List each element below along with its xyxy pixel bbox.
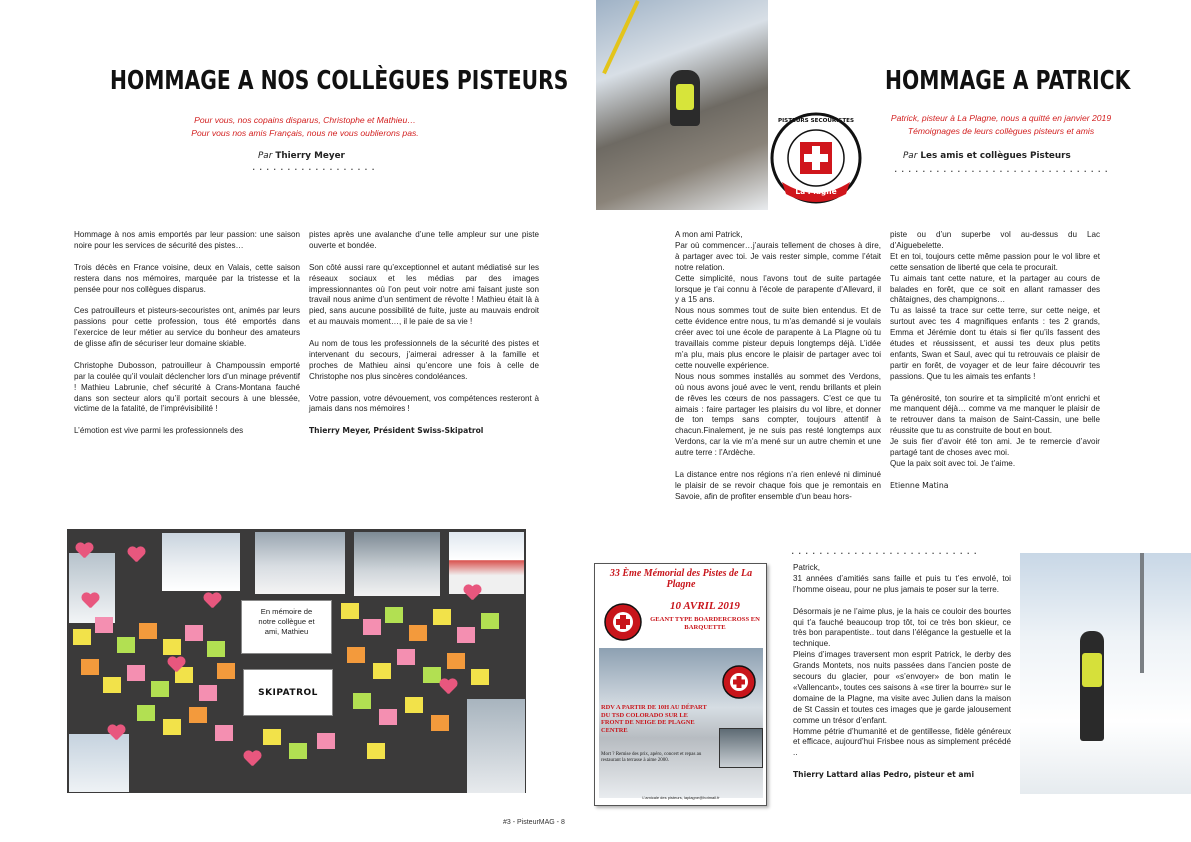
- poster-date: 10 AVRIL 2019: [670, 600, 740, 612]
- letter1-col1-paragraph: Cette simplicité, nous l’avons tout de suite partagée lorsque je t’ai connu à l’école de parapente d’Allevard, il y a 15 ans.: [675, 273, 881, 305]
- pinned-photo-skier: [162, 533, 240, 591]
- letter2-paragraph: Pleins d’images traversent mon esprit Patrick, le derby des Grands Montets, nos nuits passées dans l’ancien poste de secours du glacier, pour «s’envoyer» de bon matin le «Vallencant», toutes ces saisons à «se tirer la bourre» sur le domaine de la Plagne, ma visite avec Julien dans la maison de St Cassin et toutes ces images que je garde jalousement comme un trésor d’enfant.: [793, 650, 1011, 725]
- lift-pylon: [1140, 553, 1144, 673]
- skier-jacket: [1082, 653, 1102, 687]
- sticky-note: [207, 641, 225, 657]
- poster-info: Mort ? Remise des prix, apéro, concert et repas au restaurant la terrasse à aime 2000.: [601, 752, 702, 763]
- letter1-col1-paragraph: A mon ami Patrick,: [675, 230, 743, 239]
- letter1-col2-paragraph: Je suis fier d’avoir été ton ami. Je te remercie d’avoir partagé tant de choses avec moi.: [890, 437, 1100, 458]
- sticky-note: [431, 715, 449, 731]
- heart-icon: [243, 751, 261, 767]
- heart-icon: [75, 543, 93, 559]
- skier-photo: [1020, 553, 1191, 794]
- poster-badge-icon: [721, 664, 757, 700]
- letter1-col1-paragraph: Nous nous sommes tout de suite bien entendus. Et de cette évidence entre nous, tu m’as demandé si je voulais créer avec toi une école de parapente à La Plagne où tu travaillais comme pisteur depuis longtemps déjà. L’idée m’a plu, mais plus encore le plaisir de partager avec toi cette nouvelle expérience.: [675, 306, 881, 370]
- sticky-note: [373, 663, 391, 679]
- left-signature: Thierry Meyer, Président Swiss-Skipatrol: [309, 426, 484, 436]
- heart-icon: [203, 593, 221, 609]
- left-byline-prefix: Par: [258, 151, 273, 161]
- sticky-note: [481, 613, 499, 629]
- left-col2-paragraph: Votre passion, votre dévouement, vos compétences resteront à jamais dans nos mémoires !: [309, 393, 539, 414]
- sticky-note: [433, 609, 451, 625]
- climber-vest: [676, 84, 694, 110]
- right-subtitle-line-1: Patrick, pisteur à La Plagne, nous a quitté en janvier 2019: [890, 113, 1112, 123]
- left-page-subtitle: [110, 114, 500, 140]
- heart-icon: [167, 657, 185, 673]
- sticky-note: [347, 647, 365, 663]
- left-article-column-2: [309, 230, 539, 437]
- sticky-note: [379, 709, 397, 725]
- left-col1-paragraph: Hommage à nos amis emportés par leur passion: une saison noire pour les services de sécurité des pistes…: [74, 230, 300, 250]
- letter2-column: [793, 563, 1011, 781]
- heart-icon: [81, 593, 99, 609]
- letter-separator-dots: ...........................: [790, 547, 980, 557]
- letter2-paragraph: Homme pétrie d’humanité et de gentillesse, fidèle généreux et efficace, aujourd’hui Frisbee nous as simplement précédé ..: [793, 726, 1011, 758]
- letter1-column-2: [890, 230, 1100, 492]
- letter1-col1-paragraph: Nous nous sommes installés au sommet des Verdons, où nous avons joué avec le vent, rendu brillants et plein de rêves les cœurs de nos passagers. C’est ce que tu aimais : faire partager les plaisirs du vol libre, et donner de ton temps sans compter, toujours attentif à chacun.Finalement, je ne suis pas resté longtemps aux Verdons, car la vie m’a mené sur un autre chemin et une autre terre : l’Ardèche.: [675, 371, 881, 458]
- sticky-note: [289, 743, 307, 759]
- sticky-note: [397, 649, 415, 665]
- poster-title: 33 Ème Mémorial des Pistes de La Plagne: [609, 568, 753, 590]
- letter1-column-1: [675, 230, 881, 503]
- right-byline-prefix: Par: [903, 151, 918, 161]
- letter1-col2-paragraph: Et en toi, toujours cette même passion pour le vol libre et cette sensation de liberté que cela te procurait.: [890, 251, 1100, 272]
- left-col1-paragraph: Christophe Dubosson, patrouilleur à Champoussin emporté par la coulée qu’il voulait déclencher lors d’un minage préventif ! Mathieu Labrunie, chef sécurité à Crans-Montana fauché dans son secteur alors qu’il portait secours à une blessée, victime de la fatalité, de l’imprévisibilité !: [74, 360, 300, 414]
- sticky-note: [447, 653, 465, 669]
- left-article-column-1: [74, 230, 300, 437]
- sticky-note: [457, 627, 475, 643]
- memorial-card: [241, 600, 332, 654]
- letter1-col2-paragraph: Que la paix soit avec toi. Je t’aime.: [890, 459, 1016, 469]
- sticky-note: [363, 619, 381, 635]
- sticky-note: [385, 607, 403, 623]
- right-byline-dots: ...............................: [893, 165, 1111, 175]
- sticky-note: [215, 725, 233, 741]
- left-byline: [258, 151, 345, 161]
- right-subtitle-line-2: Témoignages de leurs collègues pisteurs et amis: [907, 126, 1095, 136]
- sticky-note: [151, 681, 169, 697]
- pinned-photo-group: [467, 699, 525, 793]
- sticky-note: [73, 629, 91, 645]
- sticky-note: [199, 685, 217, 701]
- letter2-paragraph: Désormais je ne l’aime plus, je la hais ce couloir des bourtes qui t’a fauché beaucoup trop tôt, toi ce très bon skieur, ce très bon parapentiste.. tout dans l’élégance la gestuelle et la technique.: [793, 606, 1011, 649]
- right-page-subtitle: [836, 112, 1166, 138]
- skipatrol-logo: SKIPATROL: [258, 687, 318, 698]
- pinned-photo-patrol: [354, 532, 440, 596]
- left-col1-paragraph: Ces patrouilleurs et pisteurs-secouristes ont, animés par leurs passions pour cette profession, tous été emportés dans l’exercice de leur métier au service du bonheur des amateurs de glisse afin de sécuriser leur domaine skiable.: [74, 306, 300, 349]
- right-page-title: HOMMAGE A PATRICK: [885, 66, 1131, 96]
- heart-icon: [127, 547, 145, 563]
- letter1-col1-paragraph: La distance entre nos régions n’a rien enlevé ni diminué le plaisir de se revoir chaque fois que je remontais en Savoie, afin de profiter ensemble d’un beau hors-: [675, 469, 881, 501]
- pinned-photo-mountain: [255, 532, 345, 594]
- left-col1-paragraph: L’émotion est vive parmi les professionnels des: [74, 426, 244, 436]
- left-byline-dots: ..................: [251, 163, 378, 173]
- letter1-col2-paragraph: Tu as laissé ta trace sur cette terre, sur cette neige, et surtout avec tes 4 magnifiques enfants : tes 2 grands, Emma et Jérémie dont tu étais si fier qu’ils fassent des études et réussissent, et aussi tes deux plus petits enfants, Swan et Saul, avec qui tu retrouvais ce plaisir de partir en forêt, de voyager et de leur faire découvrir tes passions. Que tu les aimais tes enfants !: [890, 306, 1100, 381]
- sticky-note: [341, 603, 359, 619]
- right-byline: [903, 151, 1071, 161]
- sticky-note: [409, 625, 427, 641]
- climber-photo: [596, 0, 768, 210]
- poster-rdv: RDV A PARTIR DE 10H AU DÉPART DU TSD COLORADO SUR LE FRONT DE NEIGE DE PLAGNE CENTRE: [601, 704, 707, 734]
- letter1-col2-paragraph: piste ou d’un superbe vol au-dessus du Lac d’Aiguebelette.: [890, 230, 1100, 250]
- memorial-board-photo: [67, 529, 526, 793]
- memorial-card-line-2: notre collègue et: [258, 617, 315, 626]
- letter1-col1-paragraph: Par où commencer…j’aurais tellement de choses à dire, à partager avec toi. Je vais rester simple, comme l’était notre relation.: [675, 240, 881, 272]
- badge-top-text: PISTEURS SECOURISTES: [777, 118, 854, 124]
- sticky-note: [95, 617, 113, 633]
- left-col2-paragraph: pistes après une avalanche d’une telle ampleur sur une piste ouverte et bondée.: [309, 230, 539, 250]
- pisteurs-secouristes-badge: [770, 112, 862, 204]
- left-subtitle-line-1: Pour vous, nos copains disparus, Christophe et Mathieu…: [194, 115, 416, 125]
- left-byline-name: Thierry Meyer: [275, 151, 345, 161]
- left-col2-paragraph: Au nom de tous les professionnels de la sécurité des pistes et intervenant du secours, j’aimerai adresser à la famille et proches de Mathieu ainsi qu’encore une fois à celle de Christophe nos plus sincères condoléances.: [309, 339, 539, 381]
- poster-footer: L’amicale des pisteurs, laplagne@hotmail.fr: [642, 795, 720, 800]
- memorial-card-line-3: ami, Mathieu: [264, 627, 309, 636]
- heart-icon: [463, 585, 481, 601]
- letter1-col2-paragraph: Tu aimais tant cette nature, et la partager au cours de balades en forêt, que ce soit en allant ramasser des châtaignes, des champignons…: [890, 273, 1100, 305]
- left-col1-paragraph: Trois décès en France voisine, deux en Valais, cette saison restera dans nos mémoires, marquée par la tristesse et la pensée pour nos collègues disparus.: [74, 262, 300, 294]
- sticky-note: [139, 623, 157, 639]
- sticky-note: [405, 697, 423, 713]
- sticky-note: [103, 677, 121, 693]
- heart-icon: [439, 679, 457, 695]
- sticky-note: [353, 693, 371, 709]
- left-col2-paragraph: Son côté aussi rare qu’exceptionnel et autant médiatisé sur les réseaux sociaux et les médias par des images impressionnantes où l’on peut voir notre ami faisant juste son travail nous anime d’un sentiment de révolte ! Mathieu était là à pied, sans aucune possibilité de fuite, juste au mauvais endroit et au mauvais moment…, il le paie de sa vie !: [309, 262, 539, 327]
- poster-badge-icon: [603, 602, 643, 642]
- left-page-title: HOMMAGE A NOS COLLÈGUES PISTEURS: [110, 66, 569, 96]
- poster-inset-photo: [719, 728, 763, 768]
- sticky-note: [217, 663, 235, 679]
- sticky-note: [163, 639, 181, 655]
- pinned-photo-lift: [69, 734, 129, 792]
- sticky-note: [185, 625, 203, 641]
- sticky-note: [137, 705, 155, 721]
- heart-icon: [107, 725, 125, 741]
- letter2-paragraph: Patrick,: [793, 563, 820, 572]
- sticky-note: [163, 719, 181, 735]
- sticky-note: [81, 659, 99, 675]
- sticky-note: [367, 743, 385, 759]
- sticky-note: [263, 729, 281, 745]
- letter2-signature: Thierry Lattard alias Pedro, pisteur et ami: [793, 770, 975, 780]
- rope-pole: [602, 0, 639, 74]
- memorial-poster: [594, 563, 767, 806]
- skipatrol-logo-card: [243, 669, 333, 716]
- left-subtitle-line-2: Pour vous nos amis Français, nous ne vous oublierons pas.: [191, 128, 419, 138]
- letter2-paragraph: 31 années d’amitiés sans faille et puis tu t’es envolé, toi l’homme oiseau, pour ne plus jamais te poser sur la terre.: [793, 573, 1011, 594]
- sticky-note: [189, 707, 207, 723]
- pinned-photo-snow: [69, 553, 115, 623]
- sticky-note: [471, 669, 489, 685]
- poster-right-badge: [721, 664, 757, 700]
- poster-subtitle: GEANT TYPE BOARDERCROSS EN BARQUETTE: [650, 616, 760, 631]
- poster-left-badge: [603, 602, 643, 642]
- page-footer: #3 - PisteurMAG - 8: [503, 819, 565, 826]
- badge-bottom-text: La Plagne: [795, 187, 837, 196]
- letter1-signature: Etienne Matina: [890, 480, 949, 490]
- sticky-note: [127, 665, 145, 681]
- letter1-col2-paragraph: Ta générosité, ton sourire et ta simplicité m’ont enrichi et me manquent déjà… comme va me manquer le plaisir de te retrouver dans ta maison de Saint-Cassin, une belle réussite que tu as construite de bout en bout.: [890, 393, 1100, 436]
- sticky-note: [317, 733, 335, 749]
- right-byline-name: Les amis et collègues Pisteurs: [920, 151, 1071, 161]
- pinned-photo-helicopter: [449, 532, 524, 594]
- sticky-note: [117, 637, 135, 653]
- memorial-card-line-1: En mémoire de: [260, 607, 313, 616]
